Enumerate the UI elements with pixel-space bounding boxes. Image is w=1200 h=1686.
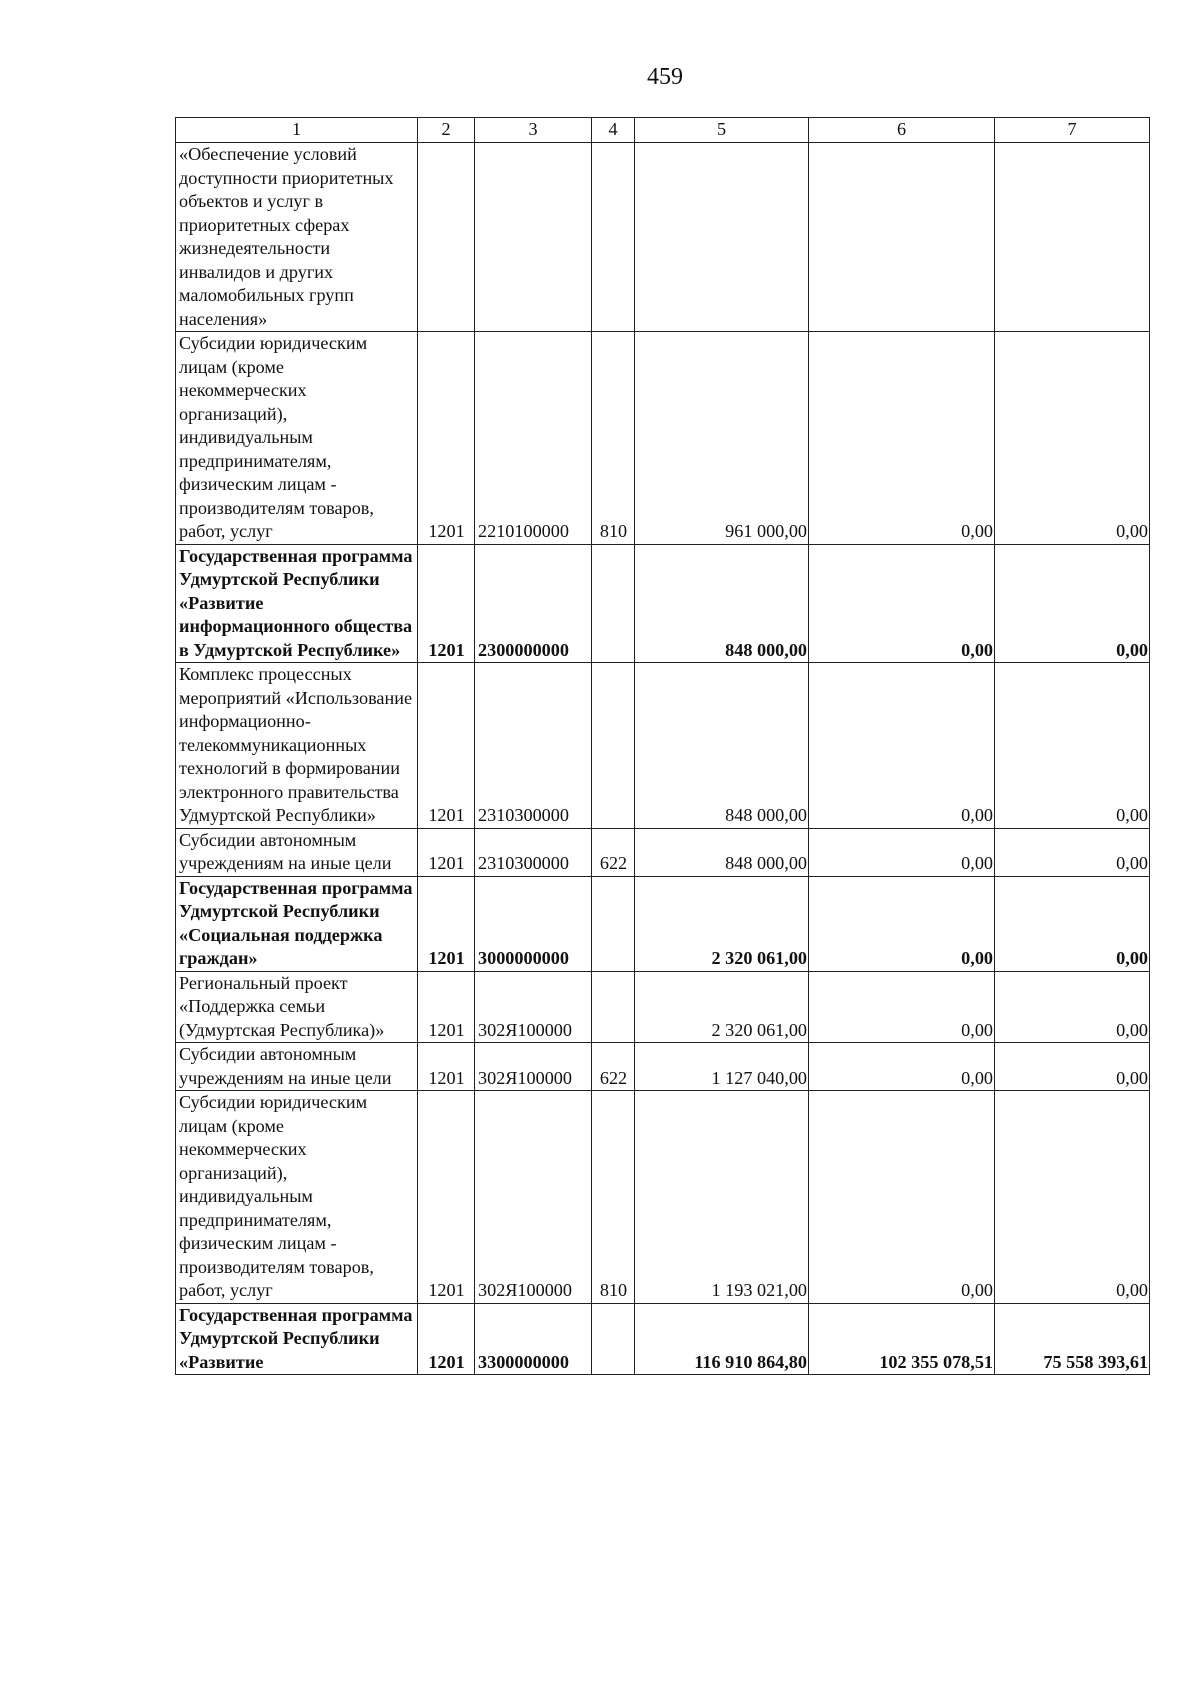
amount-col6-cell: 0,00 xyxy=(809,828,995,876)
expense-type-cell xyxy=(592,971,635,1043)
table-row xyxy=(176,663,1150,829)
item-name-cell: Государственная программа Удмуртской Республики «Социальная поддержка граждан» xyxy=(176,876,418,971)
section-code-cell: 1201 xyxy=(418,1091,475,1304)
amount-col6-cell: 0,00 xyxy=(809,1043,995,1091)
table-row xyxy=(176,1043,1150,1091)
expense-type-cell: 622 xyxy=(592,828,635,876)
amount-col7-cell: 0,00 xyxy=(995,544,1150,663)
expense-type-cell: 622 xyxy=(592,1043,635,1091)
section-code-cell: 1201 xyxy=(418,663,475,829)
column-header: 7 xyxy=(995,118,1150,143)
section-code-cell xyxy=(418,143,475,332)
table-row xyxy=(176,828,1150,876)
table-row xyxy=(176,971,1150,1043)
amount-col7-cell: 0,00 xyxy=(995,1091,1150,1304)
amount-col6-cell: 0,00 xyxy=(809,971,995,1043)
amount-col5-cell: 2 320 061,00 xyxy=(635,971,809,1043)
amount-col5-cell: 848 000,00 xyxy=(635,663,809,829)
amount-col5-cell: 1 193 021,00 xyxy=(635,1091,809,1304)
target-article-cell: 2310300000 xyxy=(475,828,592,876)
table-body xyxy=(176,118,1150,1375)
amount-col7-cell: 0,00 xyxy=(995,876,1150,971)
column-header: 5 xyxy=(635,118,809,143)
item-name-cell: Субсидии юридическим лицам (кроме некоммерческих организаций), индивидуальным предпринимателям, физическим лицам - производителям товаров, работ, услуг xyxy=(176,1091,418,1304)
amount-col7-cell xyxy=(995,143,1150,332)
column-header: 2 xyxy=(418,118,475,143)
item-name-cell: Субсидии юридическим лицам (кроме некоммерческих организаций), индивидуальным предпринимателям, физическим лицам - производителям товаров, работ, услуг xyxy=(176,332,418,545)
amount-col7-cell: 0,00 xyxy=(995,1043,1150,1091)
section-code-cell: 1201 xyxy=(418,544,475,663)
amount-col7-cell: 0,00 xyxy=(995,971,1150,1043)
target-article-cell: 3300000000 xyxy=(475,1303,592,1375)
budget-table xyxy=(175,117,1150,1375)
item-name-cell: Субсидии автономным учреждениям на иные цели xyxy=(176,828,418,876)
expense-type-cell: 810 xyxy=(592,1091,635,1304)
table-row xyxy=(176,1303,1150,1375)
amount-col7-cell: 0,00 xyxy=(995,663,1150,829)
section-code-cell: 1201 xyxy=(418,1043,475,1091)
header-row xyxy=(176,118,1150,143)
section-code-cell: 1201 xyxy=(418,876,475,971)
amount-col5-cell: 848 000,00 xyxy=(635,544,809,663)
expense-type-cell xyxy=(592,876,635,971)
item-name-cell: Государственная программа Удмуртской Республики «Развитие xyxy=(176,1303,418,1375)
amount-col6-cell: 0,00 xyxy=(809,544,995,663)
amount-col5-cell: 961 000,00 xyxy=(635,332,809,545)
section-code-cell: 1201 xyxy=(418,971,475,1043)
amount-col5-cell: 1 127 040,00 xyxy=(635,1043,809,1091)
table-row xyxy=(176,332,1150,545)
amount-col6-cell xyxy=(809,143,995,332)
amount-col7-cell: 0,00 xyxy=(995,332,1150,545)
table-row xyxy=(176,1091,1150,1304)
item-name-cell: Комплекс процессных мероприятий «Использование информационно-телекоммуникационных технологий в формировании электронного правительства Удмуртской Республики» xyxy=(176,663,418,829)
target-article-cell: 302Я100000 xyxy=(475,971,592,1043)
amount-col6-cell: 0,00 xyxy=(809,663,995,829)
target-article-cell: 302Я100000 xyxy=(475,1091,592,1304)
section-code-cell: 1201 xyxy=(418,1303,475,1375)
column-header: 1 xyxy=(176,118,418,143)
column-header: 6 xyxy=(809,118,995,143)
amount-col5-cell xyxy=(635,143,809,332)
expense-type-cell xyxy=(592,1303,635,1375)
amount-col7-cell: 0,00 xyxy=(995,828,1150,876)
item-name-cell: Региональный проект «Поддержка семьи (Удмуртская Республика)» xyxy=(176,971,418,1043)
amount-col7-cell: 75 558 393,61 xyxy=(995,1303,1150,1375)
target-article-cell: 2210100000 xyxy=(475,332,592,545)
target-article-cell: 302Я100000 xyxy=(475,1043,592,1091)
expense-type-cell xyxy=(592,663,635,829)
target-article-cell: 3000000000 xyxy=(475,876,592,971)
amount-col5-cell: 848 000,00 xyxy=(635,828,809,876)
table-row xyxy=(176,143,1150,332)
column-header: 3 xyxy=(475,118,592,143)
expense-type-cell xyxy=(592,544,635,663)
target-article-cell: 2310300000 xyxy=(475,663,592,829)
section-code-cell: 1201 xyxy=(418,828,475,876)
table-row xyxy=(176,876,1150,971)
amount-col5-cell: 116 910 864,80 xyxy=(635,1303,809,1375)
amount-col6-cell: 0,00 xyxy=(809,1091,995,1304)
table-row xyxy=(176,544,1150,663)
expense-type-cell xyxy=(592,143,635,332)
section-code-cell: 1201 xyxy=(418,332,475,545)
item-name-cell: Государственная программа Удмуртской Республики «Развитие информационного общества в Удмуртской Республике» xyxy=(176,544,418,663)
column-header: 4 xyxy=(592,118,635,143)
amount-col5-cell: 2 320 061,00 xyxy=(635,876,809,971)
target-article-cell: 2300000000 xyxy=(475,544,592,663)
amount-col6-cell: 102 355 078,51 xyxy=(809,1303,995,1375)
amount-col6-cell: 0,00 xyxy=(809,332,995,545)
expense-type-cell: 810 xyxy=(592,332,635,545)
target-article-cell xyxy=(475,143,592,332)
amount-col6-cell: 0,00 xyxy=(809,876,995,971)
page-number: 459 xyxy=(647,64,683,90)
item-name-cell: Субсидии автономным учреждениям на иные цели xyxy=(176,1043,418,1091)
item-name-cell: «Обеспечение условий доступности приоритетных объектов и услуг в приоритетных сферах жизнедеятельности инвалидов и других маломобильных групп населения» xyxy=(176,143,418,332)
